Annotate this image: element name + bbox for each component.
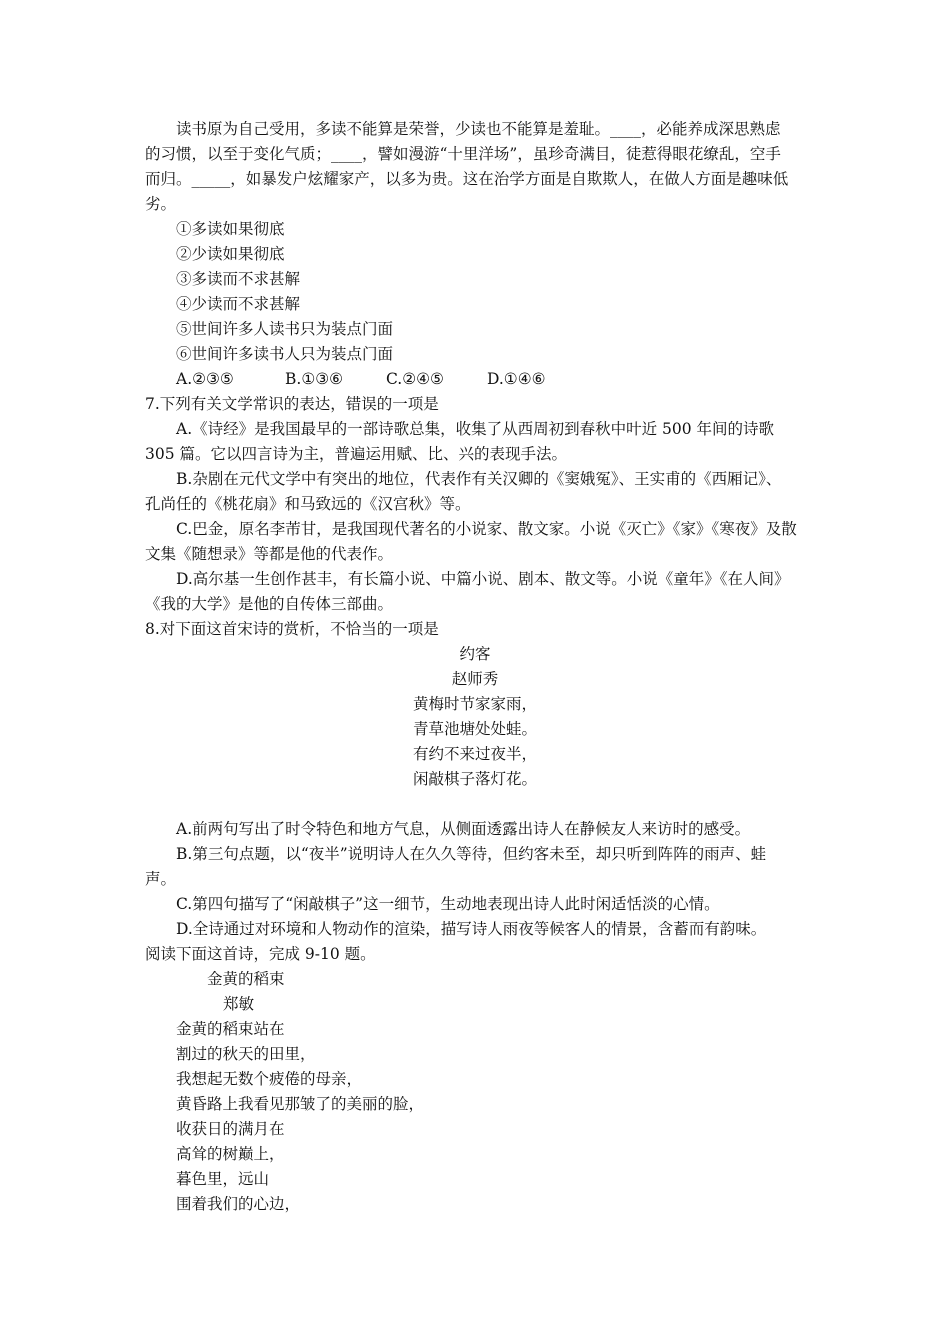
passage-line: 读书原为自己受用，多读不能算是荣誉，少读也不能算是羞耻。____，必能养成深思熟虑 xyxy=(176,120,781,138)
reading-poem-line: 收获日的满月在 xyxy=(176,1120,285,1138)
question-8-option-line: A.前两句写出了时令特色和地方气息，从侧面透露出诗人在静候友人来访时的感受。 xyxy=(176,820,751,838)
choice-item: ②少读如果彻底 xyxy=(176,245,285,263)
answer-option-c: C.②④⑤ xyxy=(386,370,444,388)
answer-options xyxy=(176,367,546,392)
reading-poem-line: 割过的秋天的田里， xyxy=(176,1045,316,1063)
poem-line: 黄梅时节家家雨， xyxy=(412,695,537,713)
reading-poem-title: 金黄的稻束 xyxy=(207,970,285,988)
poem-line: 闲敲棋子落灯花。 xyxy=(412,770,537,788)
question-7-option-line: 《我的大学》是他的自传体三部曲。 xyxy=(145,595,394,613)
question-8-stem: 8.对下面这首宋诗的赏析，不恰当的一项是 xyxy=(145,620,439,638)
poem-title: 约客 xyxy=(459,645,491,663)
choice-item: ⑤世间许多人读书只为装点门面 xyxy=(176,320,394,338)
question-8-option-line: C.第四句描写了“闲敲棋子”这一细节，生动地表现出诗人此时闲适恬淡的心情。 xyxy=(176,895,720,913)
answer-option-b: B.①③⑥ xyxy=(285,370,344,388)
question-7-option-line: 305 篇。它以四言诗为主，普遍运用赋、比、兴的表现手法。 xyxy=(145,445,568,463)
reading-poem-author: 郑敏 xyxy=(223,995,255,1013)
question-7-option-line: 孔尚任的《桃花扇》和马致远的《汉宫秋》等。 xyxy=(145,495,471,513)
answer-option-d: D.①④⑥ xyxy=(487,370,546,388)
reading-poem-line: 黄昏路上我看见那皱了的美丽的脸， xyxy=(176,1095,425,1113)
passage-line: 劣。 xyxy=(145,195,177,213)
question-7-option-line: D.高尔基一生创作甚丰，有长篇小说、中篇小说、剧本、散文等。小说《童年》《在人间》 xyxy=(176,570,790,588)
passage-line: 而归。_____，如暴发户炫耀家产，以多为贵。这在治学方面是自欺欺人，在做人方面是趣味低 xyxy=(145,170,789,188)
question-7-option-line: C.巴金，原名李芾甘，是我国现代著名的小说家、散文家。小说《灭亡》《家》《寒夜》及散 xyxy=(176,520,797,538)
reading-poem-line: 围着我们的心边， xyxy=(176,1195,301,1213)
reading-poem-line: 我想起无数个疲倦的母亲， xyxy=(176,1070,363,1088)
choice-item: ③多读而不求甚解 xyxy=(176,270,301,288)
question-8-option-line: D.全诗通过对环境和人物动作的渲染，描写诗人雨夜等候客人的情景，含蓄而有韵味。 xyxy=(176,920,767,938)
poem-line: 青草池塘处处蛙。 xyxy=(412,720,537,738)
poem-author: 赵师秀 xyxy=(451,670,499,688)
reading-intro: 阅读下面这首诗，完成 9-10 题。 xyxy=(145,945,376,963)
question-7-option-line: 文集《随想录》等都是他的代表作。 xyxy=(145,545,394,563)
answer-option-a: A.②③⑤ xyxy=(176,370,234,388)
question-8-option-line: 声。 xyxy=(145,870,177,888)
reading-poem-line: 金黄的稻束站在 xyxy=(176,1020,285,1038)
question-7-option-line: A.《诗经》是我国最早的一部诗歌总集，收集了从西周初到春秋中叶近 500 年间的诗歌 xyxy=(176,420,775,438)
question-8-option-line: B.第三句点题，以“夜半”说明诗人在久久等待，但约客未至，却只听到阵阵的雨声、蛙 xyxy=(176,845,767,863)
choice-item: ⑥世间许多读书人只为装点门面 xyxy=(176,345,394,363)
passage-line: 的习惯，以至于变化气质；____，譬如漫游“十里洋场”，虽珍奇满目，徒惹得眼花缭乱，空手 xyxy=(145,145,781,163)
poem-line: 有约不来过夜半， xyxy=(412,745,537,763)
question-7-stem: 7.下列有关文学常识的表达，错误的一项是 xyxy=(145,395,439,413)
reading-poem-line: 高耸的树巅上， xyxy=(176,1145,285,1163)
choice-item: ④少读而不求甚解 xyxy=(176,295,301,313)
reading-poem-line: 暮色里，远山 xyxy=(176,1170,270,1188)
question-7-option-line: B.杂剧在元代文学中有突出的地位，代表作有关汉卿的《窦娥冤》、王实甫的《西厢记》、 xyxy=(176,470,782,488)
choice-item: ①多读如果彻底 xyxy=(176,220,285,238)
